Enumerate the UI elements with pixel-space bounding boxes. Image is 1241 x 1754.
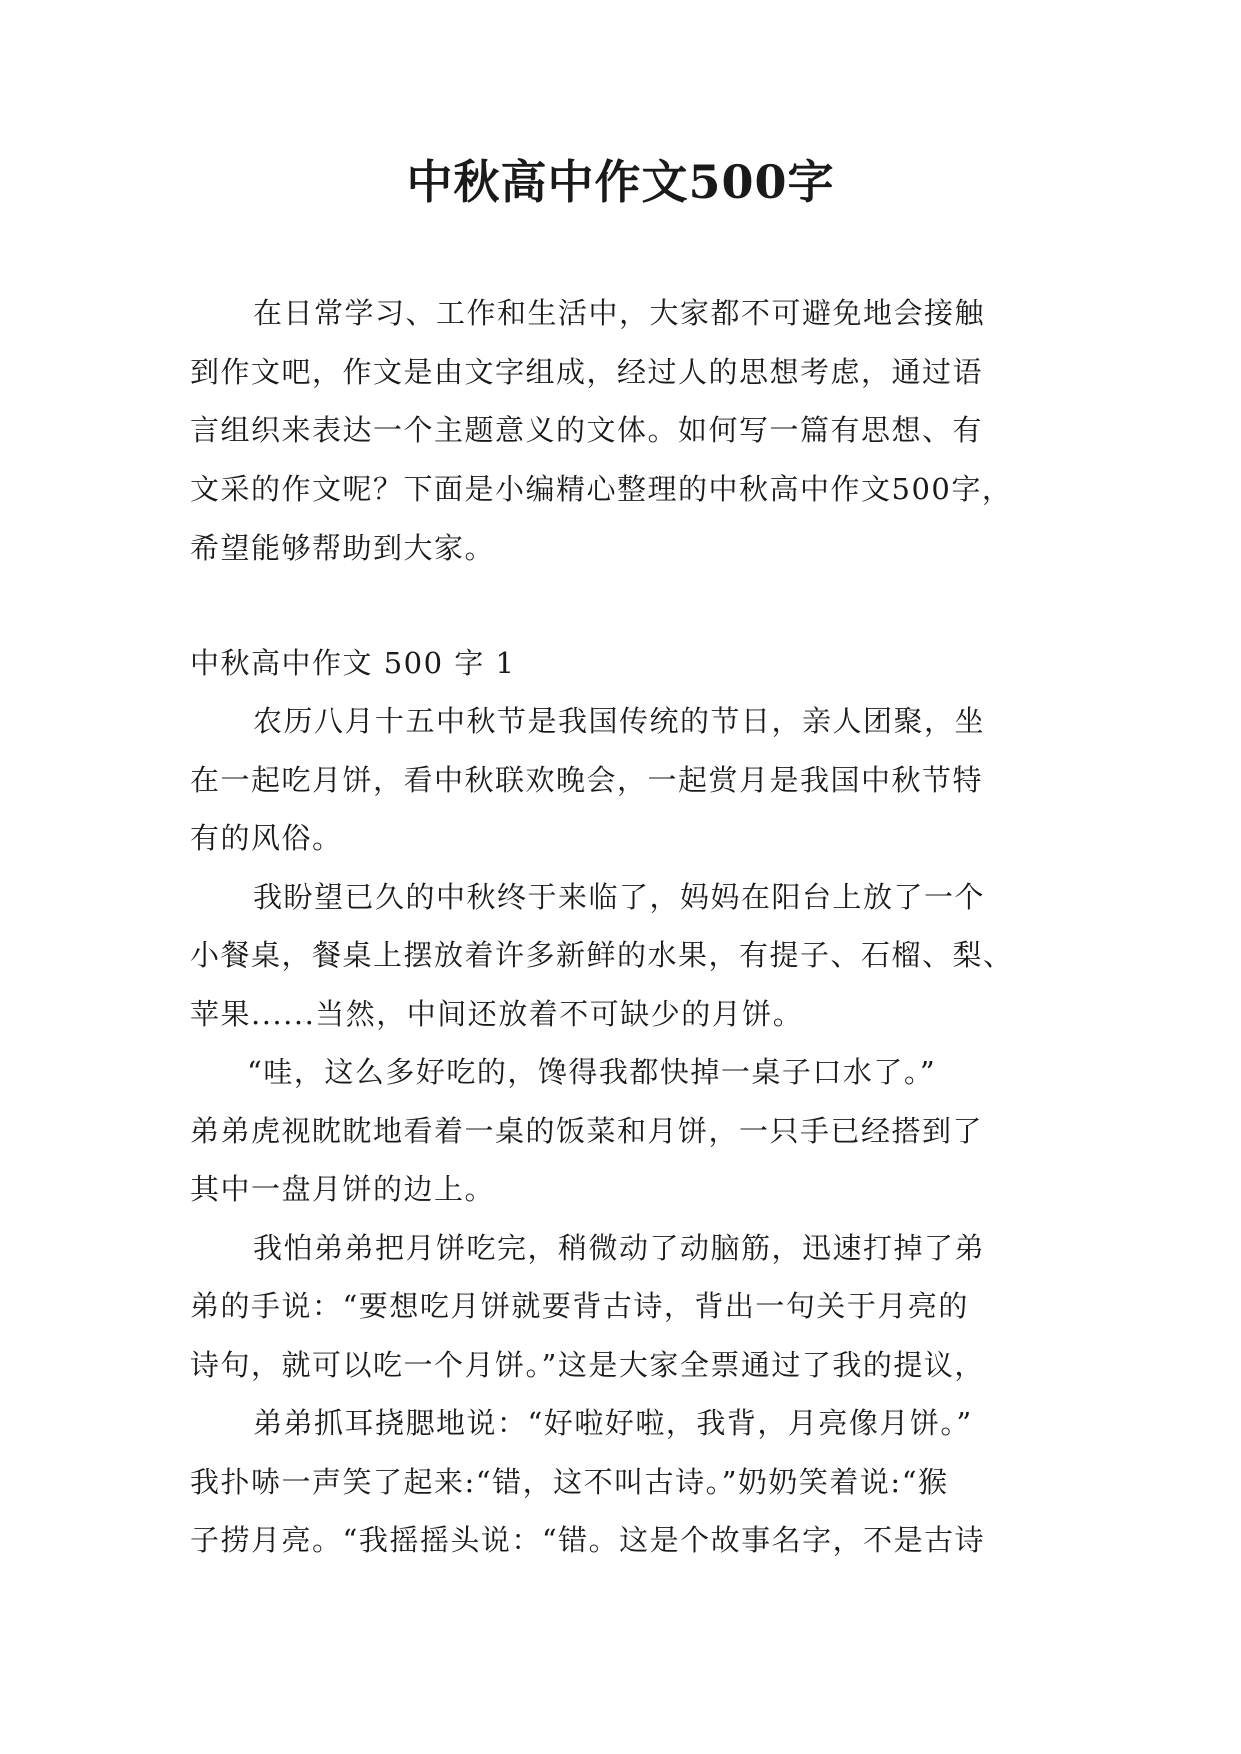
section-heading: 中秋高中作文 500 字 1 — [190, 646, 516, 680]
body-line-2: 在一起吃月饼，看中秋联欢晚会，一起赏月是我国中秋节特 — [190, 763, 984, 797]
document-title: 中秋高中作文500字 — [406, 155, 835, 209]
body-line-8: 弟弟虎视眈眈地看着一桌的饭菜和月饼，一只手已经搭到了 — [190, 1114, 984, 1148]
body-line-3: 有的风俗。 — [190, 821, 343, 855]
body-line-5: 小餐桌，餐桌上摆放着许多新鲜的水果，有提子、石榴、梨、 — [190, 938, 1014, 972]
intro-line-5: 希望能够帮助到大家。 — [190, 531, 496, 565]
body-line-12: 诗句，就可以吃一个月饼。”这是大家全票通过了我的提议， — [190, 1348, 985, 1382]
body-line-13: 弟弟抓耳挠腮地说：“好啦好啦，我背，月亮像月饼。” — [253, 1406, 973, 1440]
body-line-6: 苹果......当然，中间还放着不可缺少的月饼。 — [190, 997, 804, 1031]
body-line-10: 我怕弟弟把月饼吃完，稍微动了动脑筋，迅速打掉了弟 — [253, 1231, 986, 1265]
intro-line-3: 言组织来表达一个主题意义的文体。如何写一篇有思想、有 — [190, 413, 984, 447]
body-line-9: 其中一盘月饼的边上。 — [190, 1172, 496, 1206]
body-line-4: 我盼望已久的中秋终于来临了，妈妈在阳台上放了一个 — [253, 880, 986, 914]
body-line-15: 子捞月亮。“我摇摇头说：“错。这是个故事名字，不是古诗 — [190, 1523, 986, 1557]
body-line-7: “哇，这么多好吃的，馋得我都快掉一桌子口水了。” — [247, 1055, 937, 1089]
intro-line-2: 到作文吧，作文是由文字组成，经过人的思想考虑，通过语 — [190, 355, 984, 389]
body-line-11: 弟的手说：“要想吃月饼就要背古诗，背出一句关于月亮的 — [190, 1289, 969, 1323]
body-line-14: 我扑哧一声笑了起来:“错，这不叫古诗。”奶奶笑着说:“猴 — [190, 1465, 949, 1499]
body-line-1: 农历八月十五中秋节是我国传统的节日，亲人团聚，坐 — [253, 704, 986, 738]
intro-line-1: 在日常学习、工作和生活中，大家都不可避免地会接触 — [253, 296, 986, 330]
intro-line-4: 文采的作文呢？下面是小编精心整理的中秋高中作文500字， — [190, 472, 1013, 506]
